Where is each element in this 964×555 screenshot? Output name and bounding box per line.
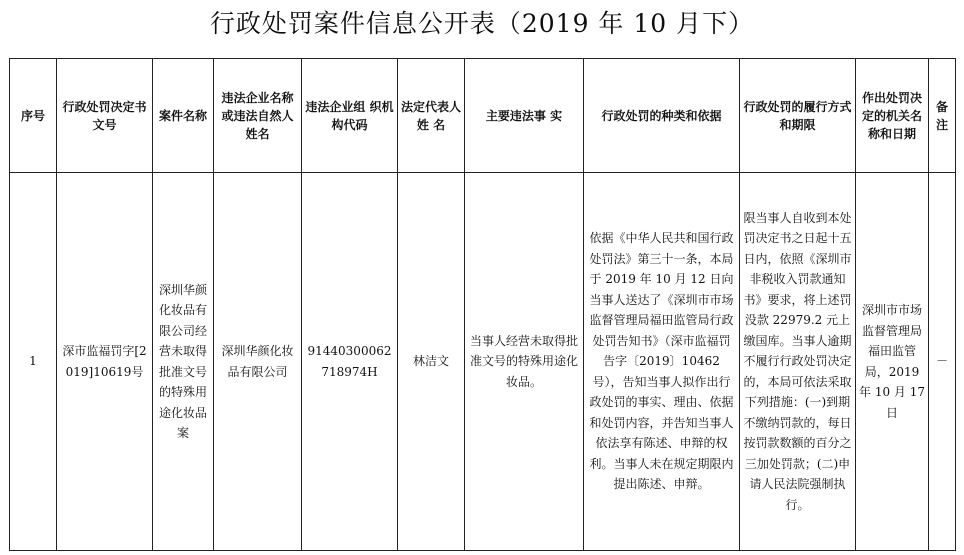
header-remarks: 备注 bbox=[929, 59, 956, 173]
cell-penalty-type: 依据《中华人民共和国行政处罚法》第三十一条，本局于 2019 年 10 月 12 日向当事人送达了《深圳市市场监督管理局福田监管局行政处罚告知书》（深市监福罚告字〔2019〕10462 号），告知当事人拟作出行政处罚的事实、理由、依据和处罚内容，并告知当事人依法享有陈述、申辩的权利。当事人未在规定期限内提出陈述、申辩。 bbox=[584, 173, 740, 551]
document-title: 行政处罚案件信息公开表（2019 年 10 月下） bbox=[209, 9, 755, 38]
header-authority-date: 作出处罚决定的机关名称和日期 bbox=[856, 59, 929, 173]
cell-seq: 1 bbox=[10, 173, 57, 551]
cell-performance: 限当事人自收到本处罚决定书之日起十五日内，依照《深圳市非税收入罚款通知书》要求，将上述罚没款 22979.2 元上缴国库。当事人逾期不履行行政处罚决定的，本局可依法采取下列措施：(一)到期不缴纳罚款的，每日按罚款数额的百分之三加处罚款；(二)申请人民法院强制执行。 bbox=[740, 173, 856, 551]
cell-facts: 当事人经营未取得批准文号的特殊用途化妆品。 bbox=[465, 173, 584, 551]
header-performance: 行政处罚的履行方式和期限 bbox=[740, 59, 856, 173]
table-row bbox=[10, 173, 956, 551]
cell-doc-no: 深市监福罚字[2019]10619号 bbox=[57, 173, 153, 551]
cell-legal-rep: 林洁文 bbox=[398, 173, 465, 551]
penalty-info-table bbox=[9, 58, 956, 551]
header-legal-rep: 法定代表人姓 名 bbox=[398, 59, 465, 173]
header-facts: 主要违法事 实 bbox=[465, 59, 584, 173]
header-case-name: 案件名称 bbox=[153, 59, 214, 173]
table-header-row bbox=[10, 59, 956, 173]
cell-remarks: － bbox=[929, 173, 956, 551]
header-violator-name: 违法企业名称或违法自然人姓名 bbox=[214, 59, 302, 173]
header-penalty-type: 行政处罚的种类和依据 bbox=[584, 59, 740, 173]
cell-violator-name: 深圳华颜化妆品有限公司 bbox=[214, 173, 302, 551]
cell-case-name: 深圳华颜化妆品有限公司经营未取得批准文号的特殊用途化妆品案 bbox=[153, 173, 214, 551]
cell-authority-date: 深圳市市场监督管理局福田监管局，2019 年 10 月 17 日 bbox=[856, 173, 929, 551]
header-org-code: 违法企业组 织机构代码 bbox=[302, 59, 398, 173]
header-seq: 序号 bbox=[10, 59, 57, 173]
cell-org-code: 91440300062718974H bbox=[302, 173, 398, 551]
header-doc-no: 行政处罚决定书文号 bbox=[57, 59, 153, 173]
